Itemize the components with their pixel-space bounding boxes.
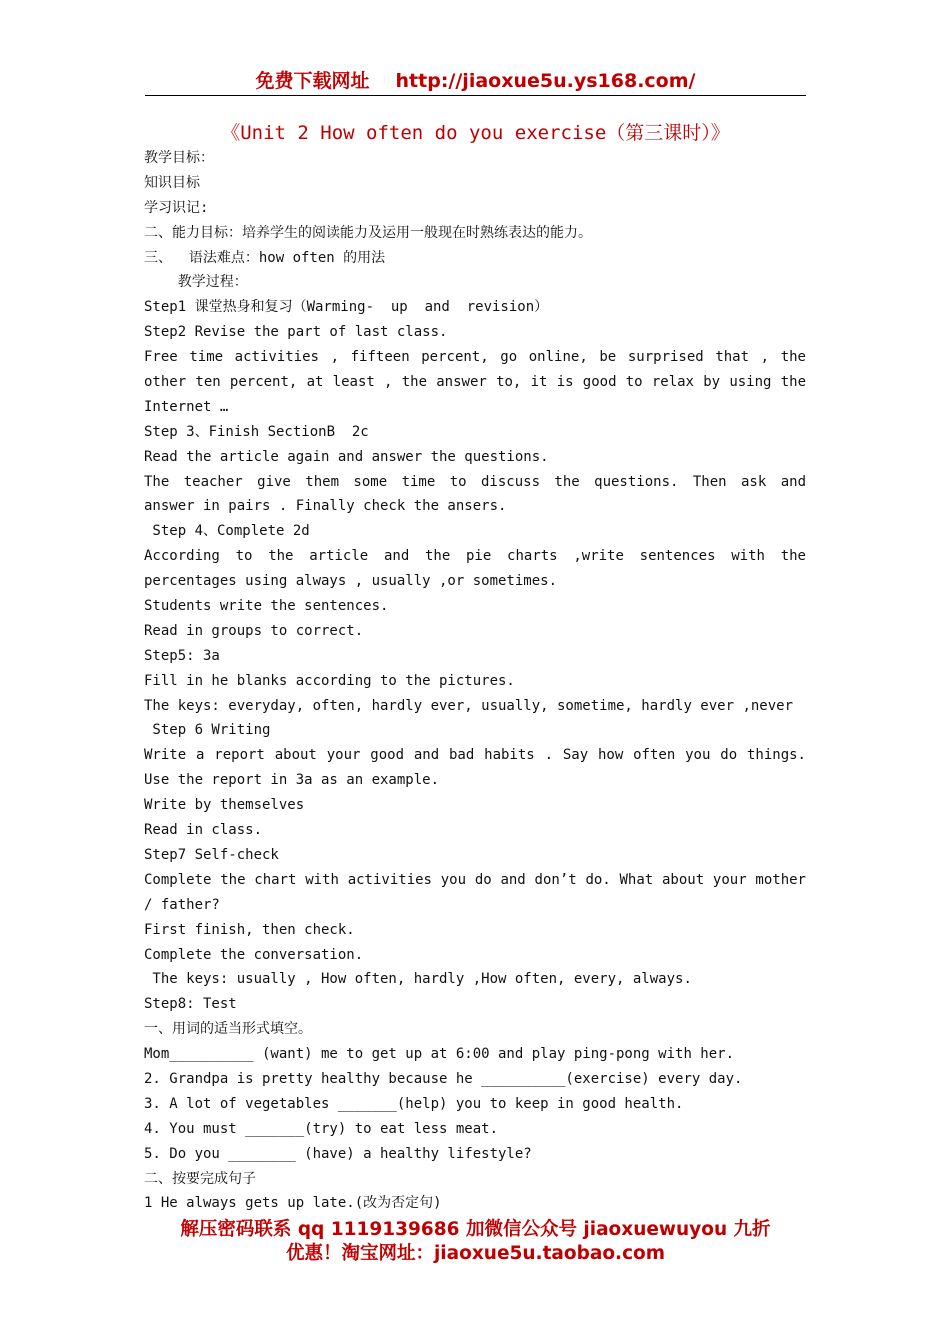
text-line: Step7 Self-check xyxy=(144,846,279,863)
text-line: 4. You must _______(try) to eat less meat. xyxy=(144,1120,499,1137)
text-line: Write a report about your good and bad habits . Say how often you do things. xyxy=(144,747,806,764)
text-line: According to the article and the pie charts ,write sentences with the xyxy=(144,548,806,565)
text-line: Free time activities , fifteen percent, go online, be surprised that , the xyxy=(144,349,806,366)
text-line: Fill in he blanks according to the pictures. xyxy=(144,672,515,689)
text-line: Step1 课堂热身和复习（Warming- up and revision） xyxy=(144,299,549,316)
footer-line-1: 解压密码联系 qq 1119139686 加微信公众号 jiaoxuewuyou 九折 xyxy=(180,1219,771,1240)
text-line: Mom__________ (want) me to get up at 6:00 and play ping-pong with her. xyxy=(144,1046,735,1063)
text-line: 3. A lot of vegetables _______(help) you to keep in good health. xyxy=(144,1095,684,1112)
text-line: 教学目标： xyxy=(144,150,214,166)
text-line: 知识目标 xyxy=(144,174,200,191)
text-line: Step8: Test xyxy=(144,996,237,1013)
text-line: Students write the sentences. xyxy=(144,598,389,615)
text-line: other ten percent, at least , the answer to, it is good to relax by using the xyxy=(144,374,806,391)
text-line: / father? xyxy=(144,896,220,913)
text-line: Read in groups to correct. xyxy=(144,622,364,639)
header-site-label: 免费下载网址 xyxy=(255,70,370,92)
text-line: Step 4、Complete 2d xyxy=(144,523,310,540)
text-line: Write by themselves xyxy=(144,797,305,814)
text-line: Use the report in 3a as an example. xyxy=(144,772,440,789)
text-line: 一、用词的适当形式填空。 xyxy=(144,1021,312,1038)
header-url-link[interactable]: http://jiaoxue5u.ys168.com/ xyxy=(395,70,696,92)
text-line: answer in pairs . Finally check the ansers. xyxy=(144,498,507,515)
text-line: 1 He always gets up late.(改为否定句) xyxy=(144,1195,442,1212)
text-line: 学习识记: xyxy=(144,199,209,216)
text-line: Read in class. xyxy=(144,822,263,839)
text-line: Step 6 Writing xyxy=(144,722,271,739)
page-footer xyxy=(145,1218,806,1266)
text-line: Complete the conversation. xyxy=(144,946,364,963)
page-header xyxy=(145,66,806,93)
text-line: The teacher give them some time to discuss the questions. Then ask and xyxy=(144,473,806,490)
document-title: 《Unit 2 How often do you exercise（第三课时）》 xyxy=(221,122,730,144)
text-line: Step 3、Finish SectionB 2c xyxy=(144,423,369,440)
text-line: The keys: everyday, often, hardly ever, usually, sometime, hardly ever ,never xyxy=(144,697,794,714)
text-line: Complete the chart with activities you do and don’t do. What about your mother xyxy=(144,871,806,888)
text-line: 2. Grandpa is pretty healthy because he __________(exercise) every day. xyxy=(144,1070,743,1087)
text-line: The keys: usually , How often, hardly ,How often, every, always. xyxy=(144,971,692,988)
text-line: percentages using always , usually ,or sometimes. xyxy=(144,573,558,590)
text-line: 二、能力目标：培养学生的阅读能力及运用一般现在时熟练表达的能力。 xyxy=(144,224,592,241)
text-line: Step5: 3a xyxy=(144,647,220,664)
text-line: 教学过程： xyxy=(144,274,248,291)
text-line: 5. Do you ________ (have) a healthy lifestyle? xyxy=(144,1145,532,1162)
text-line: 二、按要完成句子 xyxy=(144,1170,256,1187)
text-line: Step2 Revise the part of last class. xyxy=(144,324,448,341)
header-divider xyxy=(145,95,806,96)
document-body xyxy=(144,146,806,1216)
footer-line-2: 优惠！淘宝网址：jiaoxue5u.taobao.com xyxy=(285,1243,666,1264)
text-line: First finish, then check. xyxy=(144,921,355,938)
text-line: Read the article again and answer the questions. xyxy=(144,448,549,465)
text-line: Internet … xyxy=(144,398,229,415)
text-line: 三、 语法难点：how often 的用法 xyxy=(144,249,386,266)
